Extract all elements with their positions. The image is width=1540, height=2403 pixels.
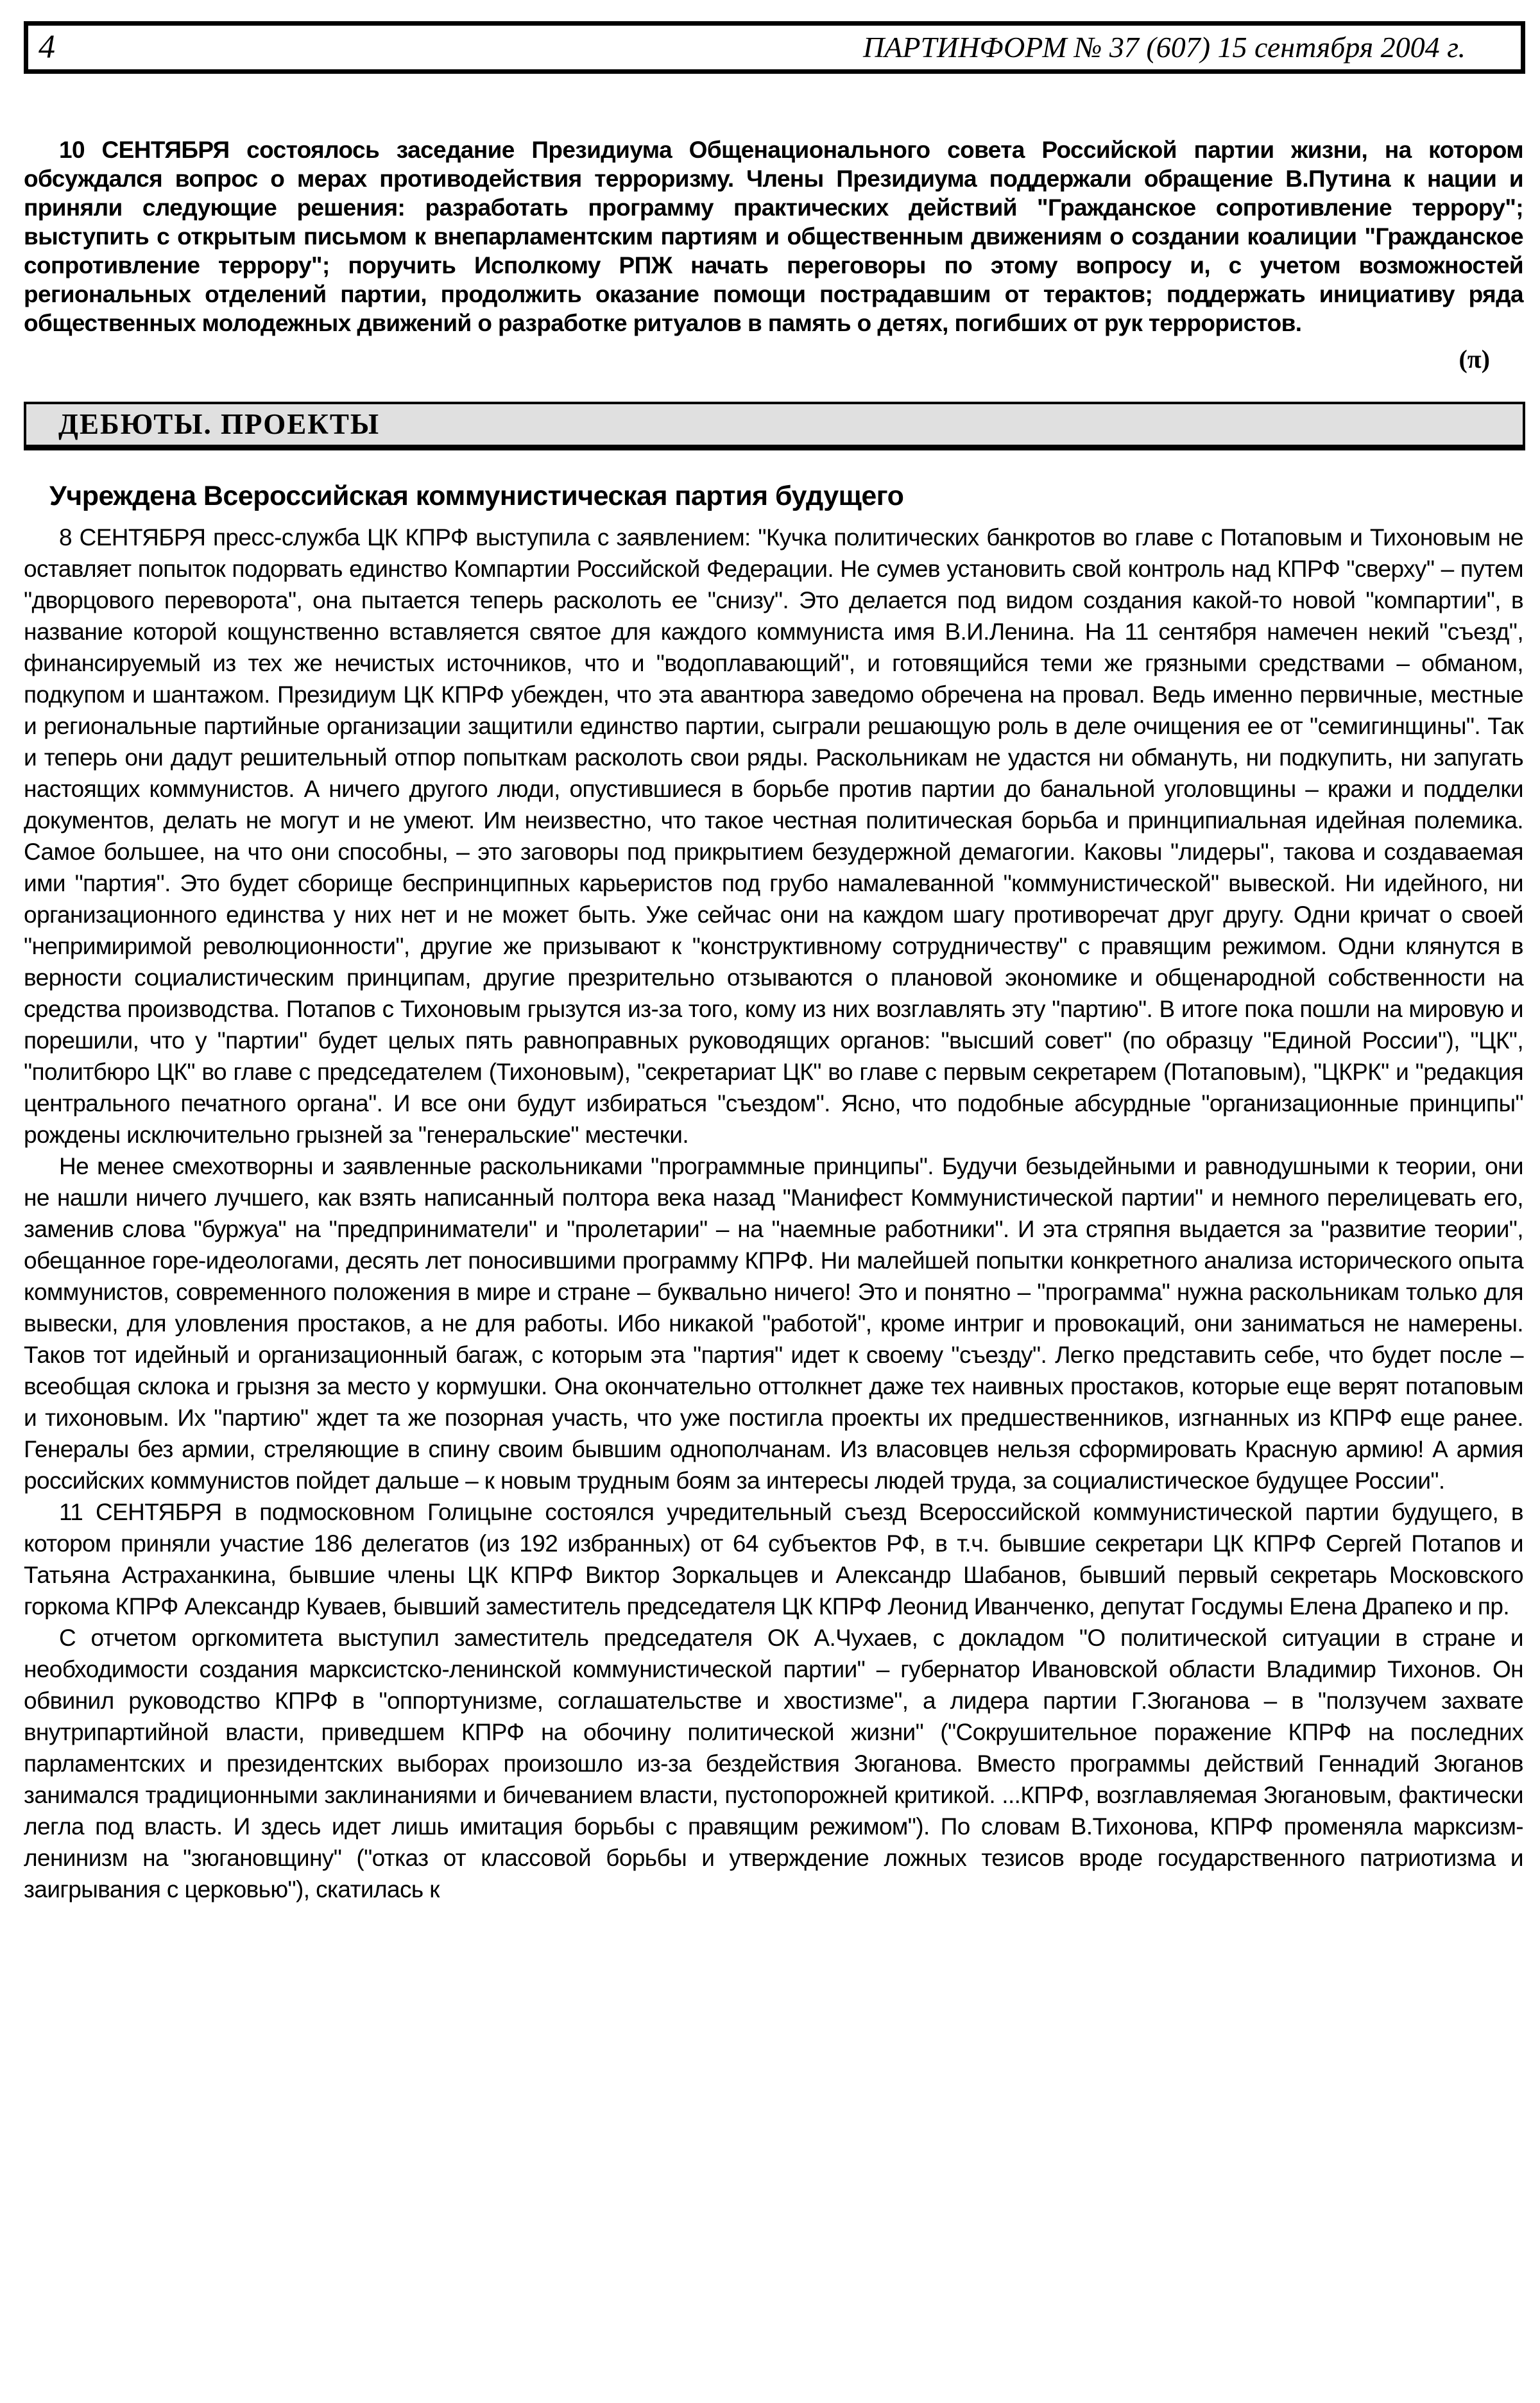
lead-item	[24, 135, 1523, 372]
page-number: 4	[38, 29, 55, 65]
newsletter-page	[0, 21, 1540, 2403]
section-banner	[24, 402, 1525, 450]
article-paragraph-3: 11 СЕНТЯБРЯ в подмосковном Голицыне состоялся учредительный съезд Всероссийской коммунистической партии будущего, в котором приняли участие 186 делегатов (из 192 избранных) от 64 субъектов РФ, в т.ч. бывшие секретари ЦК КПРФ Сергей Потапов и Татьяна Астраханкина, бывшие члены ЦК КПРФ Виктор Зоркальцев и Александр Шабанов, бывший первый секретарь Московского горкома КПРФ Александр Куваев, бывший заместитель председателя ЦК КПРФ Леонид Иванченко, депутат Госдумы Елена Драпеко и пр.	[24, 1499, 1523, 1620]
journal-title: ПАРТИНФОРМ № 37 (607) 15 сентября 2004 г.	[863, 31, 1466, 64]
section-title: ДЕБЮТЫ. ПРОЕКТЫ	[58, 408, 381, 440]
lead-signature: (π)	[1459, 345, 1490, 373]
article-paragraph-1: 8 СЕНТЯБРЯ пресс-служба ЦК КПРФ выступила с заявлением: "Кучка политических банкротов во главе с Потаповым и Тихоновым не оставляет попыток подорвать единство Компартии Российской Федерации. Не сумев установить свой контроль над КПРФ "сверху" – путем "дворцового переворота", она пытается теперь расколоть ее "снизу". Это делается под видом создания какой-то новой "компартии", в название которой кощунственно вставляется святое для каждого коммуниста имя В.И.Ленина. На 11 сентября намечен некий "съезд", финансируемый из тех же нечистых источников, что и "водоплавающий", и готовящийся теми же грязными средствами – обманом, подкупом и шантажом. Президиум ЦК КПРФ убежден, что эта авантюра заведомо обречена на провал. Ведь именно первичные, местные и региональные партийные организации защитили единство партии, сыграли решающую роль в деле очищения ее от "семигинщины". Так и теперь они дадут решительный отпор попыткам расколоть свои ряды. Раскольникам не удастся ни обмануть, ни подкупить, ни запугать настоящих коммунистов. А ничего другого люди, опустившиеся в борьбе против партии до банальной уголовщины – кражи и подделки документов, делать не могут и не умеют. Им неизвестно, что такое честная политическая борьба и принципиальная идейная полемика. Самое большее, на что они способны, – это заговоры под прикрытием безудержной демагогии. Каковы "лидеры", такова и создаваемая ими "партия". Это будет сборище беспринципных карьеристов под грубо намалеванной "коммунистической" вывеской. Ни идейного, ни организационного единства у них нет и не может быть. Уже сейчас они на каждом шагу противоречат друг другу. Одни кричат о своей "непримиримой революционности", другие же призывают к "конструктивному сотрудничеству" с правящим режимом. Одни клянутся в верности социалистическим принципам, другие презрительно отзываются о плановой экономике и общенародной собственности на средства производства. Потапов с Тихоновым грызутся из-за того, кому из них возглавлять эту "партию". В итоге пока пошли на мировую и порешили, что у "партии" будет целых пять равноправных руководящих органов: "высший совет" (по образцу "Единой России"), "ЦК", "политбюро ЦК" во главе с председателем (Тихоновым), "секретариат ЦК" во главе с первым секретарем (Потаповым), "ЦКРК" и "редакция центрального печатного органа". И все они будут избираться "съездом". Ясно, что подобные абсурдные "организационные принципы" рождены исключительно грызней за "генеральские" местечки.	[24, 524, 1523, 1149]
article	[24, 481, 1523, 1905]
page-header	[24, 21, 1525, 74]
article-paragraph-4: С отчетом оргкомитета выступил заместитель председателя ОК А.Чухаев, с докладом "О политической ситуации в стране и необходимости создания марксистско-ленинской коммунистической партии" – губернатор Ивановской области Владимир Тихонов. Он обвинил руководство КПРФ в "оппортунизме, соглашательстве и хвостизме", а лидера партии Г.Зюганова – в "ползучем захвате внутрипартийной власти, приведшем КПРФ на обочину политической жизни" ("Сокрушительное поражение КПРФ на последних парламентских и президентских выборах произошло из-за бездействия Зюганова. Вместо программы действий Геннадий Зюганов занимался традиционными заклинаниями и бичеванием власти, пустопорожней критикой. ...КПРФ, возглавляемая Зюгановым, фактически легла под власть. И здесь идет лишь имитация борьбы с правящим режимом"). По словам В.Тихонова, КПРФ променяла марксизм-ленинизм на "зюгановщину" ("отказ от классовой борьбы и утверждение ложных тезисов вроде государственного патриотизма и заигрывания с церковью"), скатилась к	[24, 1625, 1523, 1903]
article-paragraph-2: Не менее смехотворны и заявленные раскольниками "программные принципы". Будучи безыдейными и равнодушными к теории, они не нашли ничего лучшего, как взять написанный полтора века назад "Манифест Коммунистической партии" и немного перелицевать его, заменив слова "буржуа" на "предприниматели" и "пролетарии" – на "наемные работники". И эта стряпня выдается за "развитие теории", обещанное горе-идеологами, десять лет поносившими программу КПРФ. Ни малейшей попытки конкретного анализа исторического опыта коммунистов, современного положения в мире и стране – буквально ничего! Это и понятно – "программа" нужна раскольникам только для вывески, для уловления простаков, а не для работы. Ибо никакой "работой", кроме интриг и провокаций, они заниматься не намерены. Таков тот идейный и организационный багаж, с которым эта "партия" идет к своему "съезду". Легко представить себе, что будет после – всеобщая склока и грызня за место у кормушки. Она окончательно оттолкнет даже тех наивных простаков, которые еще верят потаповым и тихоновым. Их "партию" ждет та же позорная участь, что уже постигла проекты их предшественников, изгнанных из КПРФ еще ранее. Генералы без армии, стреляющие в спину своим бывшим однополчанам. Из власовцев нельзя сформировать Красную армию! А армия российских коммунистов пойдет дальше – к новым трудным боям за интересы людей труда, за социалистическое будущее России".	[24, 1153, 1523, 1494]
lead-paragraph: 10 СЕНТЯБРЯ состоялось заседание Президиума Общенационального совета Российской партии жизни, на котором обсуждался вопрос о мерах противодействия терроризму. Члены Президиума поддержали обращение В.Путина к нации и приняли следующие решения: разработать программу практических действий "Гражданское сопротивление террору"; выступить с открытым письмом к внепарламентским партиям и общественным движениям о создании коалиции "Гражданское сопротивление террору"; поручить Исполкому РПЖ начать переговоры по этому вопросу и, с учетом возможностей региональных отделений партии, продолжить оказание помощи пострадавшим от терактов; поддержать инициативу ряда общественных молодежных движений о разработке ритуалов в память о детях, погибших от рук террористов.	[24, 137, 1523, 336]
article-headline: Учреждена Всероссийская коммунистическая партия будущего	[49, 481, 904, 511]
